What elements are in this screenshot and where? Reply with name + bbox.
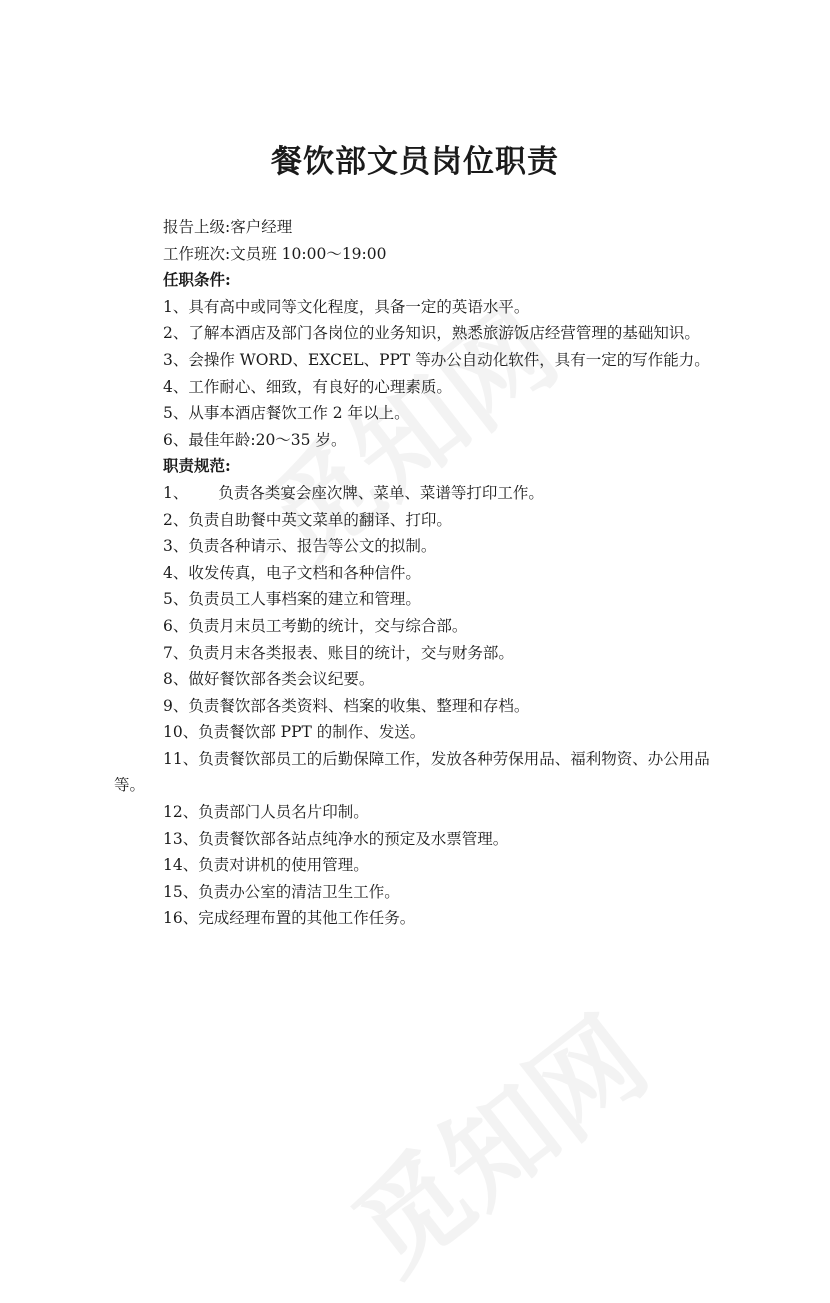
duty-item: 12、负责部门人员名片印制。 (163, 803, 369, 822)
duty-item: 8、做好餐饮部各类会议纪要。 (163, 670, 375, 689)
duty-item: 2、负责自助餐中英文菜单的翻译、打印。 (163, 510, 452, 529)
qualification-item: 6、最佳年龄:20～35 岁。 (163, 430, 347, 449)
qualification-item: 2、了解本酒店及部门各岗位的业务知识，熟悉旅游饭店经营管理的基础知识。 (163, 324, 700, 343)
qualification-item: 1、具有高中或同等文化程度，具备一定的英语水平。 (163, 297, 530, 316)
duty-item: 5、负责员工人事档案的建立和管理。 (163, 590, 421, 609)
report-to-line: 报告上级:客户经理 (163, 218, 293, 236)
duties-heading: 职责规范: (163, 456, 231, 476)
duty-item: 4、收发传真，电子文档和各种信件。 (163, 563, 421, 582)
qualification-item: 5、从事本酒店餐饮工作 2 年以上。 (163, 404, 410, 423)
duty-item: 3、负责各种请示、报告等公文的拟制。 (163, 537, 437, 556)
watermark (316, 975, 673, 1303)
duty-text: 负责各类宴会座次牌、菜单、菜谱等打印工作。 (218, 483, 544, 502)
document-body (114, 214, 714, 932)
duty-item: 10、负责餐饮部 PPT 的制作、发送。 (163, 723, 426, 742)
duty-item: 13、负责餐饮部各站点纯净水的预定及水票管理。 (163, 829, 509, 848)
page-title: 餐饮部文员岗位职责 (271, 144, 559, 180)
duty-item (114, 480, 714, 507)
qualification-item: 3、会操作 WORD、EXCEL、PPT 等办公自动化软件，具有一定的写作能力。 (163, 350, 710, 369)
duty-item: 16、完成经理布置的其他工作任务。 (163, 909, 416, 928)
duty-item: 15、负责办公室的清洁卫生工作。 (163, 882, 400, 901)
duty-item: 6、负责月末员工考勤的统计，交与综合部。 (163, 616, 468, 635)
duty-item: 14、负责对讲机的使用管理。 (163, 856, 369, 875)
qualification-item: 4、工作耐心、细致，有良好的心理素质。 (163, 377, 452, 396)
duty-item: 11、负责餐饮部员工的后勤保障工作，发放各种劳保用品、福利物资、办公用品等。 (114, 749, 710, 795)
shift-line: 工作班次:文员班 10:00～19:00 (163, 244, 387, 263)
duty-item: 7、负责月末各类报表、账目的统计，交与财务部。 (163, 643, 514, 662)
duty-item: 9、负责餐饮部各类资料、档案的收集、整理和存档。 (163, 696, 530, 715)
duty-number: 1、 (163, 483, 189, 502)
qualifications-heading: 任职条件: (163, 270, 231, 290)
